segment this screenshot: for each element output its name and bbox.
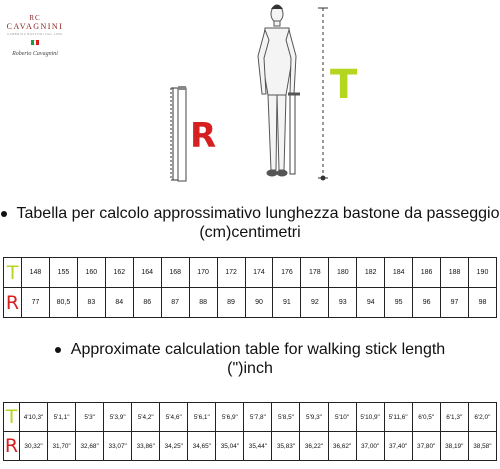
table-cell: 5'10": [328, 403, 356, 432]
table-cell: 6'2,0": [468, 403, 496, 432]
table-cell: 90: [245, 288, 273, 318]
table-cell: 96: [413, 288, 441, 318]
table-cell: 5'8,5": [272, 403, 300, 432]
table-cell: 160: [77, 258, 105, 288]
table-cell: 5'6,1": [188, 403, 216, 432]
table-cell: 5'3,9": [104, 403, 132, 432]
table-cell: 5'7,8": [244, 403, 272, 432]
table-cell: 5'10,9": [356, 403, 384, 432]
row-label-height: T: [4, 403, 20, 432]
table-cell: 5'11,6": [384, 403, 412, 432]
table-cell: 38,58": [468, 432, 496, 461]
table-cell: 37,40": [384, 432, 412, 461]
stick-length-label: R: [190, 116, 217, 156]
table-cell: 98: [469, 288, 497, 318]
table-cell: 80,5: [49, 288, 77, 318]
heading-cm: [0, 205, 500, 242]
table-cell: 77: [22, 288, 50, 318]
table-cell: 31,70": [48, 432, 76, 461]
table-cell: 6'1,3": [440, 403, 468, 432]
measurement-illustration: [0, 0, 500, 200]
table-cell: 182: [357, 258, 385, 288]
table-cell: 190: [469, 258, 497, 288]
logo-brand-name: CAVAGNINI: [6, 22, 64, 31]
table-cell: 6'0,5": [412, 403, 440, 432]
table-cell: 155: [49, 258, 77, 288]
table-cell: 184: [385, 258, 413, 288]
table-cell: 95: [385, 288, 413, 318]
table-cell: 178: [301, 258, 329, 288]
table-cell: 5'6,9": [216, 403, 244, 432]
table-cell: 37,80": [412, 432, 440, 461]
table-cell: 4'10,3": [20, 403, 48, 432]
table-cell: 93: [329, 288, 357, 318]
table-cell: 92: [301, 288, 329, 318]
table-cell: 35,04": [216, 432, 244, 461]
table-cell: 32,68": [76, 432, 104, 461]
table-cell: 188: [441, 258, 469, 288]
logo-signature: Roberto Cavagnini: [12, 51, 58, 57]
table-cell: 170: [189, 258, 217, 288]
row-label-stick: R: [4, 432, 20, 461]
table-cell: 34,25": [160, 432, 188, 461]
size-table-inch: [3, 402, 497, 461]
table-cell: 86: [133, 288, 161, 318]
table-cell: 87: [161, 288, 189, 318]
heading-cm-title: Tabella per calcolo approssimativo lunghezza bastone da passeggio: [16, 205, 500, 222]
stick-with-person-icon: [288, 94, 300, 174]
size-table-cm: [3, 257, 497, 318]
bullet-icon: [55, 347, 61, 353]
table-cell: 5'4,2": [132, 403, 160, 432]
table-cell: 162: [105, 258, 133, 288]
table-cell: 148: [22, 258, 50, 288]
table-cell: 5'9,3": [300, 403, 328, 432]
table-cell: 180: [329, 258, 357, 288]
table-cell: 186: [413, 258, 441, 288]
heading-inch-title: Approximate calculation table for walking stick length: [70, 341, 446, 358]
table-cell: 37,00": [356, 432, 384, 461]
bullet-icon: [1, 211, 7, 217]
logo-monogram: RC: [29, 14, 41, 22]
table-cell: 176: [273, 258, 301, 288]
table-cell: 35,83": [272, 432, 300, 461]
height-measure-bracket: [318, 8, 328, 180]
table-cell: 83: [77, 288, 105, 318]
heading-inch-unit: (")inch: [227, 360, 273, 377]
table-cell: 88: [189, 288, 217, 318]
table-cell: 174: [245, 258, 273, 288]
table-row: [4, 403, 497, 432]
table-cell: 172: [217, 258, 245, 288]
height-label: T: [330, 62, 358, 108]
table-cell: 33,86": [132, 432, 160, 461]
walking-stick-icon: [178, 86, 186, 181]
table-cell: 5'3": [76, 403, 104, 432]
table-cell: 164: [133, 258, 161, 288]
table-cell: 84: [105, 288, 133, 318]
table-cell: 5'1,1": [48, 403, 76, 432]
table-cell: 94: [357, 288, 385, 318]
row-label-height: T: [4, 258, 22, 288]
table-cell: 33,07": [104, 432, 132, 461]
logo-tagline: FABBRICA BASTONI DAL 1956: [7, 32, 63, 36]
table-row: [4, 432, 497, 461]
table-cell: 36,62": [328, 432, 356, 461]
row-label-stick: R: [4, 288, 22, 318]
table-cell: 36,22": [300, 432, 328, 461]
table-cell: 35,44": [244, 432, 272, 461]
table-cell: 5'4,6": [160, 403, 188, 432]
table-cell: 34,65": [188, 432, 216, 461]
table-cell: 168: [161, 258, 189, 288]
table-cell: 89: [217, 288, 245, 318]
heading-cm-unit: (cm)centimetri: [199, 224, 301, 241]
heading-inch: [0, 341, 500, 378]
table-cell: 30,32": [20, 432, 48, 461]
table-row: [4, 288, 497, 318]
table-cell: 97: [441, 288, 469, 318]
table-row: [4, 258, 497, 288]
table-cell: 38,19": [440, 432, 468, 461]
table-cell: 91: [273, 288, 301, 318]
